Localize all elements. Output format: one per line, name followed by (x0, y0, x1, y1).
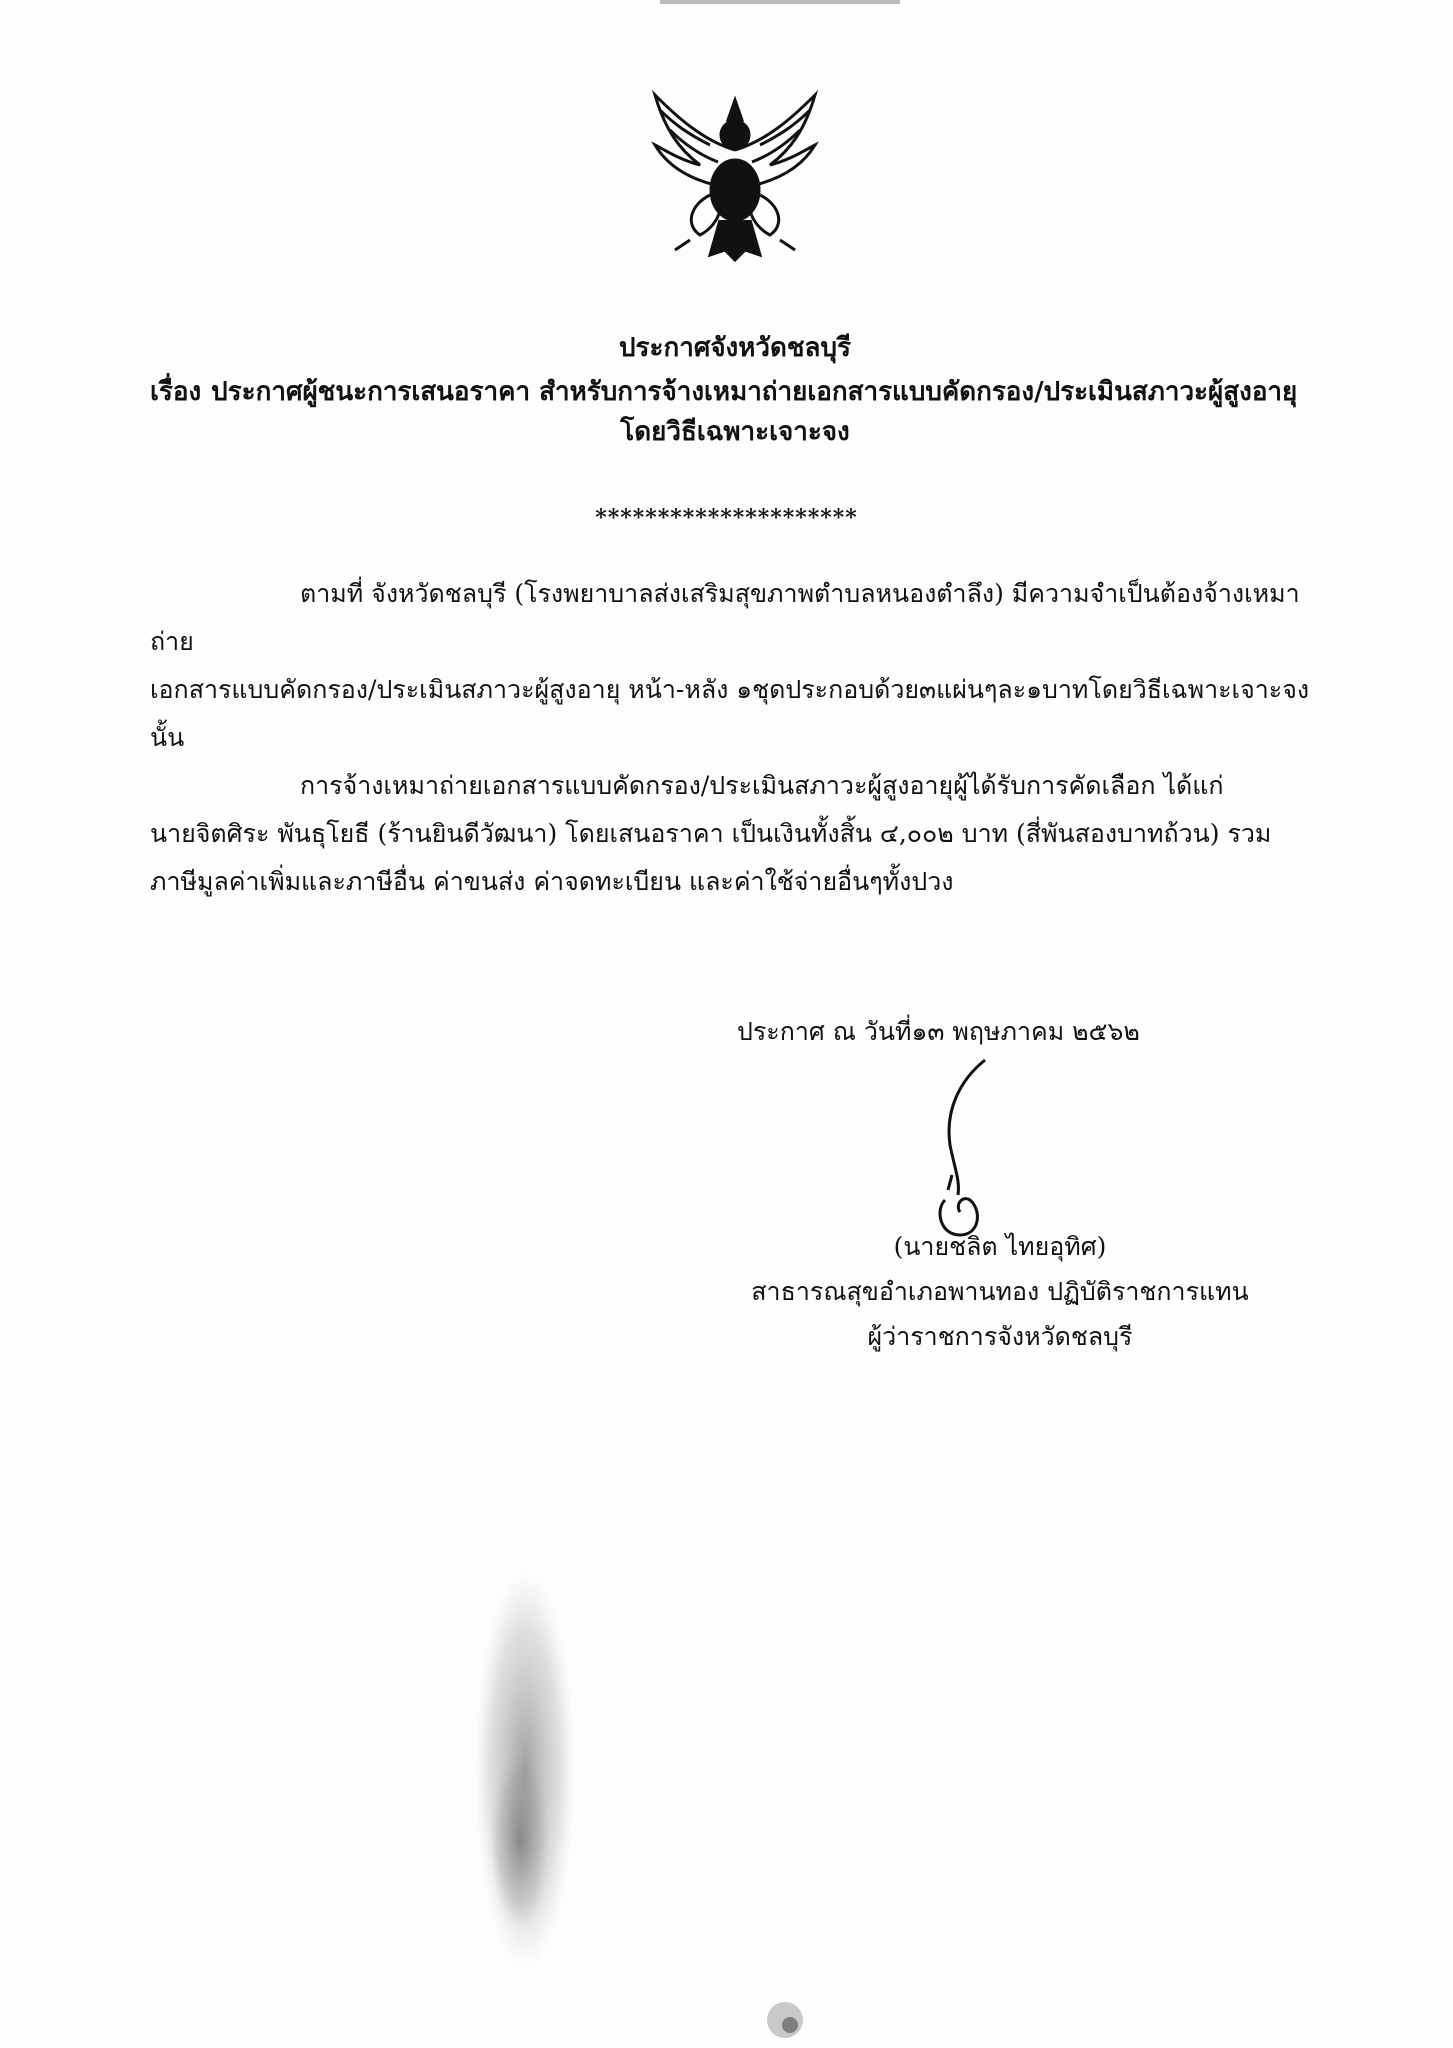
signatory-title-2: ผู้ว่าราชการจังหวัดชลบุรี (867, 1322, 1133, 1351)
subject-continuation: โดยวิธีเฉพาะเจาะจง (620, 417, 850, 447)
paragraph-1-line-3: นั้น (150, 723, 185, 752)
paragraph-1-line-1 (150, 570, 1330, 666)
paragraph-1-line-2: เอกสารแบบคัดกรอง/ประเมินสภาวะผู้สูงอายุ หน้า-หลัง ๑ชุดประกอบด้วย๓แผ่นๆละ๑บาทโดยวิธีเฉพาะเจาะจง (150, 675, 1310, 704)
scan-smudge (470, 1560, 590, 1980)
body-text (150, 570, 1330, 906)
scan-speck (760, 1985, 820, 2045)
separator: ********************* (595, 505, 858, 531)
subject-prefix: เรื่อง (150, 377, 202, 407)
garuda-emblem-icon (640, 80, 830, 270)
header-block (150, 328, 1320, 452)
announcement-date: ประกาศ ณ วันที่๑๓ พฤษภาคม ๒๕๖๒ (737, 1017, 1140, 1046)
paragraph-2-line-1-text: การจ้างเหมาถ่ายเอกสารแบบคัดกรอง/ประเมินสภาวะผู้สูงอายุผู้ได้รับการคัดเลือก ได้แก่ (300, 771, 1224, 800)
signatory-title: สาธารณสุขอำเภอพานทอง ปฏิบัติราชการแทน (751, 1277, 1249, 1306)
paragraph-1-line-1-text: ตามที่ จังหวัดชลบุรี (โรงพยาบาลส่งเสริมสุขภาพตำบลหนองตำลึง) มีความจำเป็นต้องจ้างเหมาถ่าย (150, 579, 1300, 656)
signatory-name: (นายชลิต ไทยอุทิศ) (893, 1232, 1107, 1261)
subject-text: ประกาศผู้ชนะการเสนอราคา สำหรับการจ้างเหมาถ่ายเอกสารแบบคัดกรอง/ประเมินสภาวะผู้สูงอายุ (211, 377, 1298, 407)
paragraph-2-line-3: ภาษีมูลค่าเพิ่มและภาษีอื่น ค่าขนส่ง ค่าจดทะเบียน และค่าใช้จ่ายอื่นๆทั้งปวง (150, 867, 954, 896)
handwritten-signature (900, 1050, 1020, 1240)
paragraph-2-line-1 (150, 762, 1330, 810)
scan-mark (660, 0, 900, 8)
subject-line (150, 372, 1320, 412)
paragraph-2-line-2: นายจิตศิระ พันธุโยธี (ร้านยินดีวัฒนา) โดยเสนอราคา เป็นเงินทั้งสิ้น ๔,๐๐๒ บาท (สี่พันสองบาทถ้วน) รวม (150, 819, 1272, 848)
document-title: ประกาศจังหวัดชลบุรี (619, 333, 851, 363)
